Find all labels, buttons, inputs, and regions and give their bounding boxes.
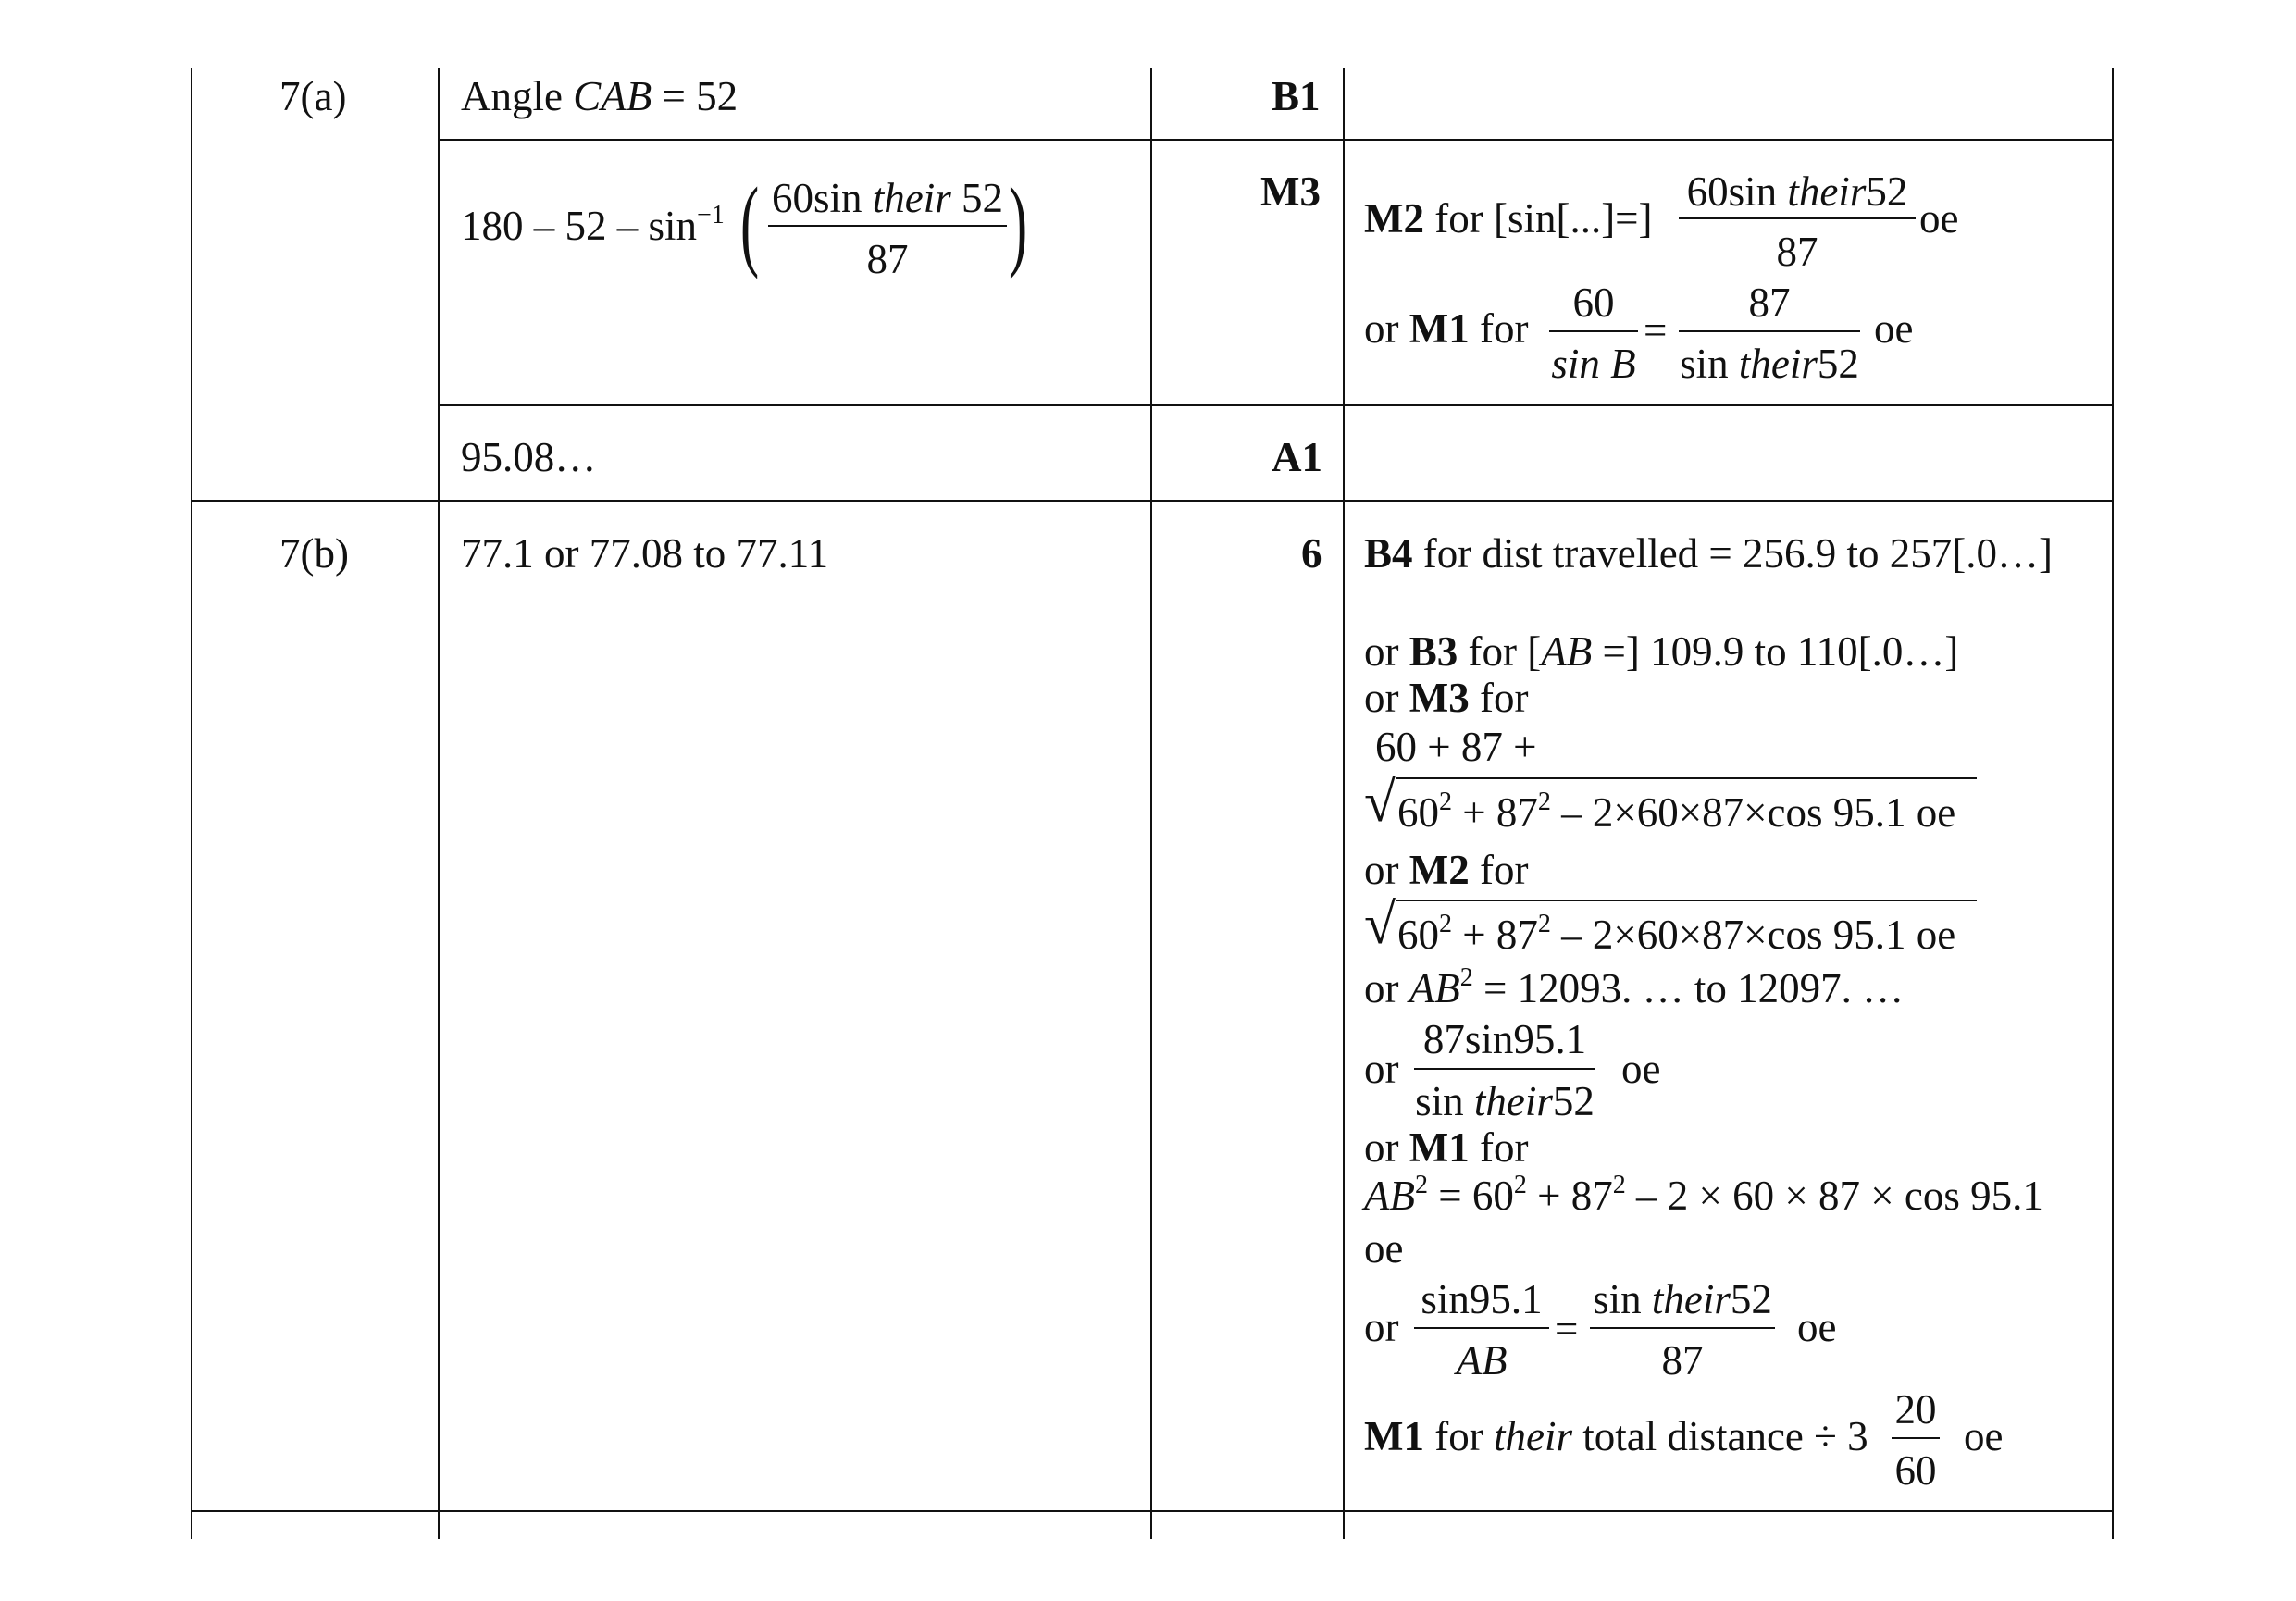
answer-prefix: Angle bbox=[461, 73, 574, 119]
mark-m3: M3 bbox=[1260, 168, 1321, 215]
sqrt-icon: √ bbox=[1364, 771, 1396, 834]
answer-angle-cab bbox=[461, 73, 738, 119]
guidance-m3: or M3 for bbox=[1364, 675, 1529, 721]
guidance-sine-ratio-or: or bbox=[1364, 1046, 1399, 1092]
guidance-m2b-sqrt-expr: $60^2 + 87^2 - 2\times 60\times 87\times\cos$ 95.1 oe bbox=[1397, 910, 1956, 958]
guidance-b3: or B3 for [AB =] 109.9 to 110[.0…] bbox=[1364, 628, 1959, 675]
answer-variable: CAB bbox=[573, 73, 652, 119]
guidance-m1-frac2-num: 87 bbox=[1748, 279, 1791, 326]
guidance-m1-equals: = bbox=[1644, 307, 1668, 354]
guidance-m1b: or M1 for bbox=[1364, 1124, 1529, 1171]
guidance-m1-speed-den: 60 bbox=[1894, 1447, 1937, 1494]
guidance-m1-speed-num: 20 bbox=[1894, 1386, 1937, 1433]
right-paren: ) bbox=[1009, 167, 1028, 279]
guidance-sine-rule-or: or bbox=[1364, 1304, 1399, 1350]
guidance-sine-ratio-oe: oe bbox=[1621, 1046, 1661, 1092]
sqrt-overline bbox=[1396, 900, 1977, 901]
guidance-sine-rule-den2: 87 bbox=[1661, 1337, 1704, 1384]
question-number-7a: 7(a) bbox=[279, 73, 347, 119]
guidance-sine-ratio-den: sin their52 bbox=[1415, 1078, 1595, 1124]
guidance-sine-rule-line2 bbox=[1590, 1327, 1775, 1329]
guidance-m3-line: 60 + 87 + bbox=[1375, 724, 1537, 770]
mark-6: 6 bbox=[1301, 530, 1322, 577]
sqrt-icon: √ bbox=[1364, 893, 1396, 956]
guidance-m1-frac1-den: sin B bbox=[1551, 341, 1636, 387]
fraction-line bbox=[768, 225, 1007, 227]
mark-a1: A1 bbox=[1272, 434, 1322, 480]
guidance-m1-oe: oe bbox=[1874, 305, 1914, 352]
left-paren: ( bbox=[740, 167, 760, 279]
guidance-sine-rule-equals: = bbox=[1555, 1306, 1579, 1352]
sqrt-overline bbox=[1396, 777, 1977, 779]
answer-suffix: = 52 bbox=[652, 73, 738, 119]
question-number-7b: 7(b) bbox=[279, 530, 349, 577]
expression-180-52: $180 - 52 - \sin^{-1}$ bbox=[461, 201, 725, 249]
guidance-m1-speed: M1 for their total distance ÷ 3 bbox=[1364, 1413, 1868, 1459]
guidance-sine-rule-num2: sin their52 bbox=[1593, 1276, 1772, 1322]
guidance-sine-rule-line1 bbox=[1414, 1327, 1549, 1329]
guidance-cosine-rule: $AB^2 = 60^2 + 87^2 - 2 \times 60 \times 87 \times \cos 95.1$ bbox=[1364, 1171, 2043, 1219]
guidance-sine-ratio-num: 87sin95.1 bbox=[1422, 1016, 1587, 1062]
guidance-m1-frac2-line bbox=[1679, 330, 1860, 332]
guidance-m2-fraction-line bbox=[1679, 217, 1916, 219]
guidance-sine-rule-den1: AB bbox=[1456, 1337, 1508, 1384]
guidance-sine-rule-oe: oe bbox=[1797, 1304, 1837, 1350]
guidance-m2-numerator: 60sin their52 bbox=[1686, 168, 1908, 215]
guidance-sine-rule-num1: sin95.1 bbox=[1421, 1276, 1543, 1322]
fraction-denominator: 87 bbox=[866, 236, 909, 282]
guidance-m1-frac1-line bbox=[1549, 330, 1638, 332]
answer-77-1: 77.1 or 77.08 to 77.11 bbox=[461, 530, 829, 577]
guidance-m1-speed-line bbox=[1892, 1437, 1940, 1439]
fraction-numerator: 60sin their 52 bbox=[771, 175, 1003, 221]
guidance-sine-ratio-line bbox=[1414, 1068, 1595, 1070]
guidance-b4: B4 for dist travelled = 256.9 to 257[.0…] bbox=[1364, 530, 2054, 577]
guidance-m1: or M1 for bbox=[1364, 305, 1529, 352]
guidance-m2: M2 for [sin[...]=] bbox=[1364, 195, 1653, 242]
guidance-m2-denominator: 87 bbox=[1776, 229, 1818, 275]
guidance-ab-squared: or $AB^2 = 12093$. … to 12097. … bbox=[1364, 963, 1905, 1011]
guidance-m2b: or M2 for bbox=[1364, 847, 1529, 893]
guidance-m2-oe: oe bbox=[1919, 195, 1959, 242]
answer-95-08: 95.08… bbox=[461, 434, 597, 480]
guidance-cosine-oe: oe bbox=[1364, 1225, 1404, 1272]
guidance-m1-frac1-num: 60 bbox=[1572, 279, 1615, 326]
guidance-m3-sqrt-expr: $60^2 + 87^2 - 2\times 60\times 87\times\cos$ 95.1 oe bbox=[1397, 788, 1956, 836]
guidance-m1-speed-oe: oe bbox=[1964, 1413, 2004, 1459]
mark-b1: B1 bbox=[1272, 73, 1321, 119]
guidance-m1-frac2-den: sin their52 bbox=[1680, 341, 1859, 387]
